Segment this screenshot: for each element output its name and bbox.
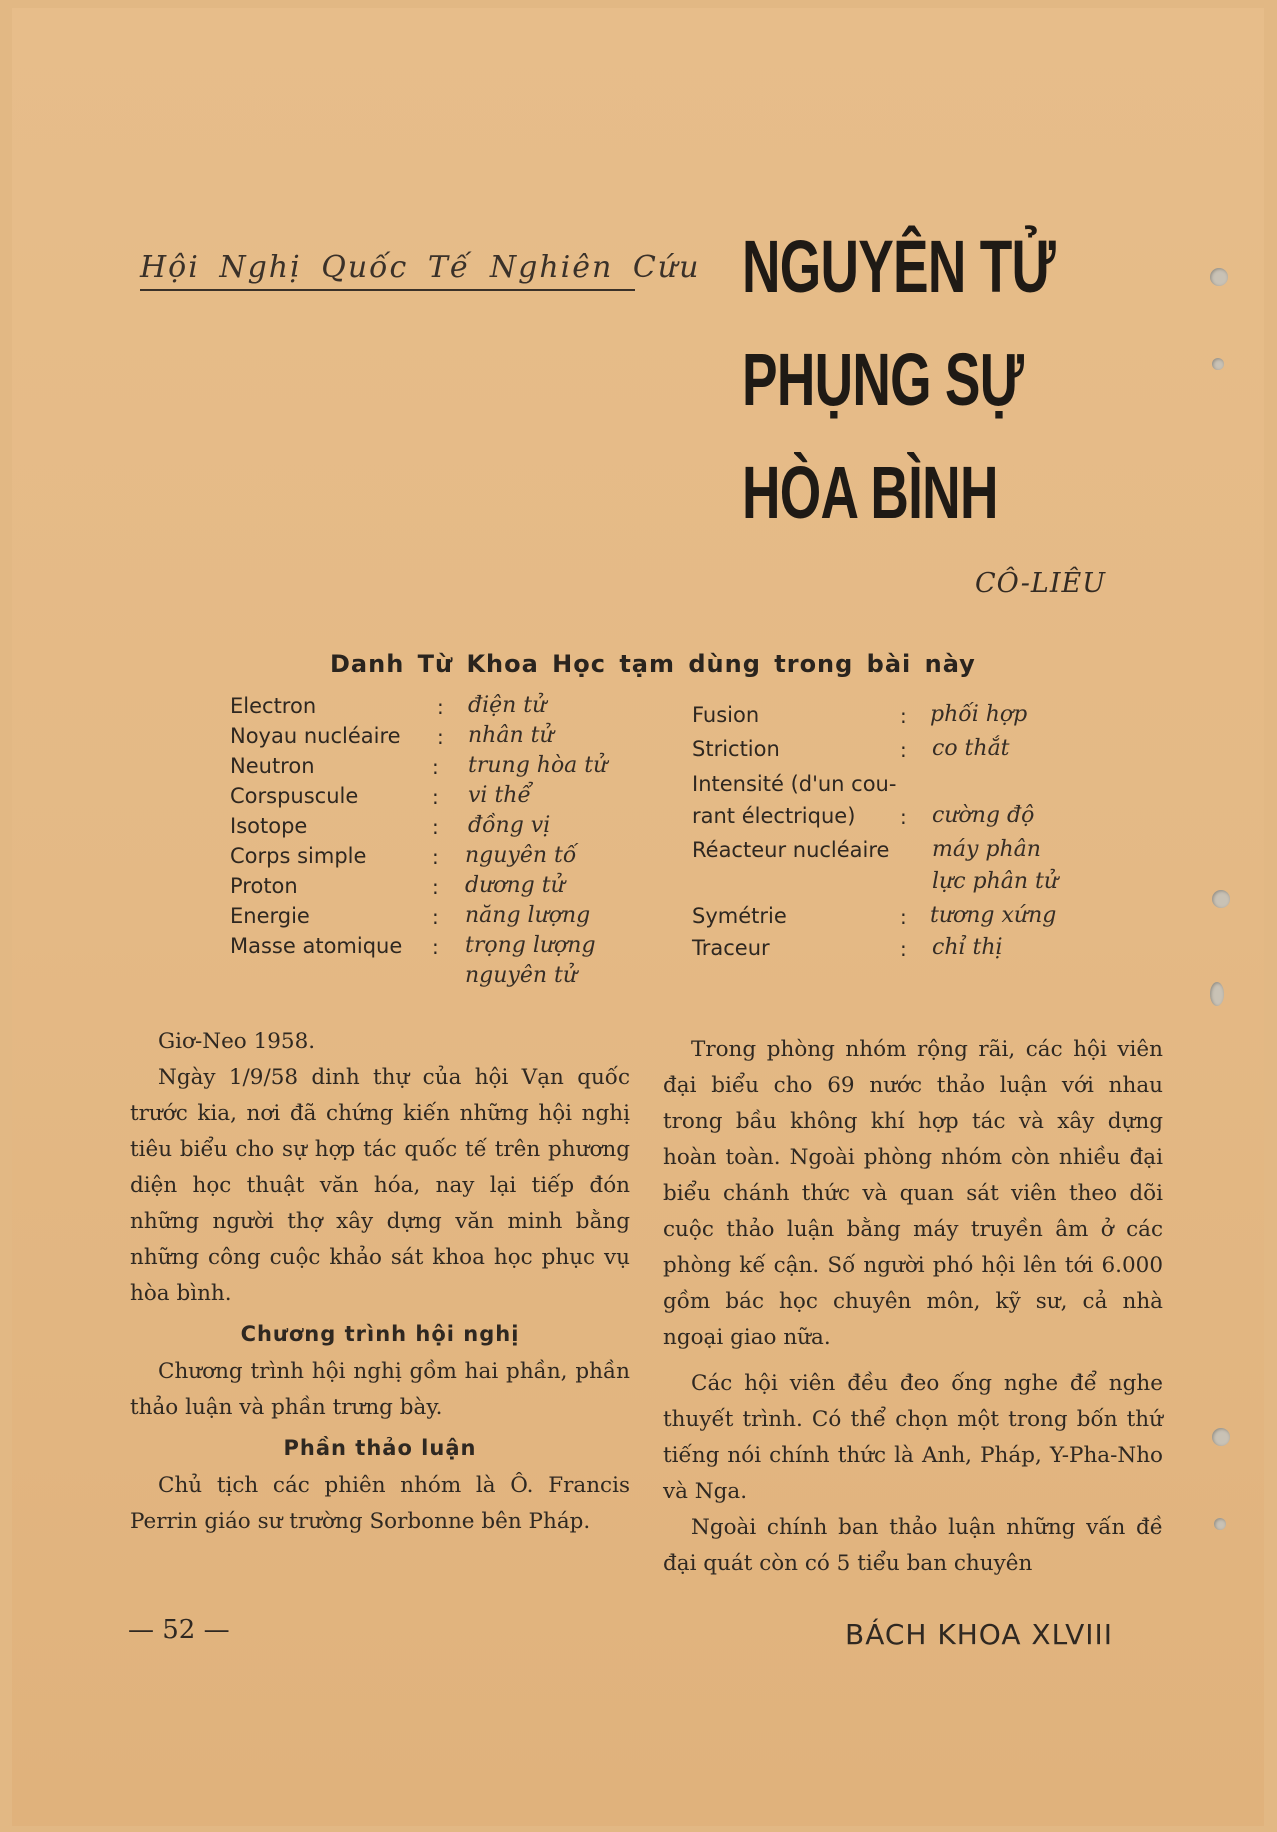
glossary-term: Proton xyxy=(230,874,298,898)
glossary-colon: : xyxy=(432,905,439,929)
glossary-colon: : xyxy=(432,875,439,899)
glossary-term: Neutron xyxy=(230,754,315,778)
glossary-term: Energie xyxy=(230,904,310,928)
glossary-term: rant électrique) xyxy=(692,804,856,828)
page-number: — 52 — xyxy=(128,1615,230,1645)
series-heading: Hội Nghị Quốc Tế Nghiên Cứu xyxy=(140,250,635,291)
article-title-line: HÒA BÌNH xyxy=(742,451,998,534)
right-column xyxy=(663,1032,1163,1582)
glossary-meaning: trung hòa tử xyxy=(468,753,608,778)
glossary-meaning: phối hợp xyxy=(930,702,1028,727)
glossary-colon: : xyxy=(900,905,907,929)
glossary-colon: : xyxy=(432,845,439,869)
paragraph: Chương trình hội nghị gồm hai phần, phần thảo luận và phần trưng bày. xyxy=(130,1359,630,1420)
punch-hole xyxy=(1212,358,1224,370)
glossary-meaning: nhân tử xyxy=(468,723,554,748)
glossary-colon: : xyxy=(437,695,444,719)
dateline: Giơ-Neo 1958. xyxy=(158,1029,316,1054)
glossary-term: Fusion xyxy=(692,703,760,727)
glossary-meaning: chỉ thị xyxy=(932,935,1003,960)
glossary-colon: : xyxy=(900,805,907,829)
glossary-meaning: dương tử xyxy=(465,873,565,898)
glossary-colon: : xyxy=(432,785,439,809)
magazine-name: BÁCH KHOA XLVIII xyxy=(845,1618,1114,1651)
glossary-meaning: co thắt xyxy=(932,736,1010,761)
glossary-term: Corspuscule xyxy=(230,784,359,808)
glossary-term: Isotope xyxy=(230,814,308,838)
glossary-colon: : xyxy=(432,935,439,959)
author-name: CÔ-LIÊU xyxy=(975,568,1106,599)
glossary-colon: : xyxy=(900,738,907,762)
glossary-meaning: đồng vị xyxy=(468,813,551,838)
glossary-term: Symétrie xyxy=(692,904,787,928)
article-title-line: NGUYÊN TỬ xyxy=(742,225,1056,308)
glossary-colon: : xyxy=(900,937,907,961)
punch-hole xyxy=(1210,982,1224,1006)
glossary-term: Noyau nucléaire xyxy=(230,724,401,748)
glossary-meaning: lực phân tử xyxy=(932,869,1059,894)
section-heading: Chương trình hội nghị xyxy=(240,1322,520,1346)
paragraph: Trong phòng nhóm rộng rãi, các hội viên đại biểu cho 69 nước thảo luận với nhau trong bầu không khí hợp tác và xây dựng hoàn toàn. Ngoài phòng nhóm còn nhiều đại biểu chánh thức và quan sát viên theo dõi cuộc thảo luận bằng máy truyền âm ở các phòng kế cận. Số người phó hội lên tới 6.000 gồm bác học chuyên môn, kỹ sư, cả nhà ngoại giao nữa. xyxy=(663,1037,1163,1350)
glossary-meaning: nguyên tử xyxy=(465,963,578,988)
glossary-heading: Danh Từ Khoa Học tạm dùng trong bài này xyxy=(330,650,976,678)
article-title-line: PHỤNG SỰ xyxy=(742,338,1024,421)
glossary-meaning: máy phân xyxy=(932,837,1041,862)
punch-hole xyxy=(1212,1428,1230,1446)
glossary-meaning: nguyên tố xyxy=(465,843,577,868)
glossary-colon: : xyxy=(900,704,907,728)
punch-hole xyxy=(1212,890,1230,908)
glossary-colon: : xyxy=(432,755,439,779)
glossary-meaning: tương xứng xyxy=(930,903,1057,928)
punch-hole xyxy=(1210,268,1228,286)
glossary-term: Electron xyxy=(230,694,317,718)
glossary-colon: : xyxy=(432,815,439,839)
paragraph: Ngày 1/9/58 dinh thự của hội Vạn quốc trước kia, nơi đã chứng kiến những hội nghị tiêu biểu cho sự hợp tác quốc tế trên phương diện học thuật văn hóa, nay lại tiếp đón những người thợ xây dựng văn minh bằng những công cuộc khảo sát khoa học phục vụ hòa bình. xyxy=(130,1065,630,1306)
glossary-meaning: cường độ xyxy=(932,803,1035,828)
glossary-meaning: điện tử xyxy=(468,693,547,718)
section-heading: Phần thảo luận xyxy=(283,1436,477,1460)
glossary-term: Striction xyxy=(692,737,780,761)
paragraph: Chủ tịch các phiên nhóm là Ô. Francis Perrin giáo sư trường Sorbonne bên Pháp. xyxy=(130,1473,630,1534)
paragraph: Các hội viên đều đeo ống nghe để nghe thuyết trình. Có thể chọn một trong bốn thứ tiếng nói chính thức là Anh, Pháp, Y-Pha-Nho và Nga. xyxy=(663,1371,1163,1504)
punch-hole xyxy=(1214,1518,1226,1530)
glossary-meaning: trọng lượng xyxy=(465,933,596,958)
paragraph: Ngoài chính ban thảo luận những vấn đề đại quát còn có 5 tiểu ban chuyên xyxy=(663,1515,1163,1576)
glossary-term: Masse atomique xyxy=(230,934,403,958)
glossary-term: Intensité (d'un cou- xyxy=(692,772,897,796)
glossary-term: Traceur xyxy=(692,936,770,960)
glossary-meaning: năng lượng xyxy=(465,903,591,928)
left-column xyxy=(130,1024,630,1540)
glossary-colon: : xyxy=(437,725,444,749)
glossary-term: Réacteur nucléaire xyxy=(692,838,890,862)
paragraph-gap xyxy=(663,1356,1163,1366)
glossary-meaning: vi thể xyxy=(468,783,532,808)
glossary-term: Corps simple xyxy=(230,844,367,868)
